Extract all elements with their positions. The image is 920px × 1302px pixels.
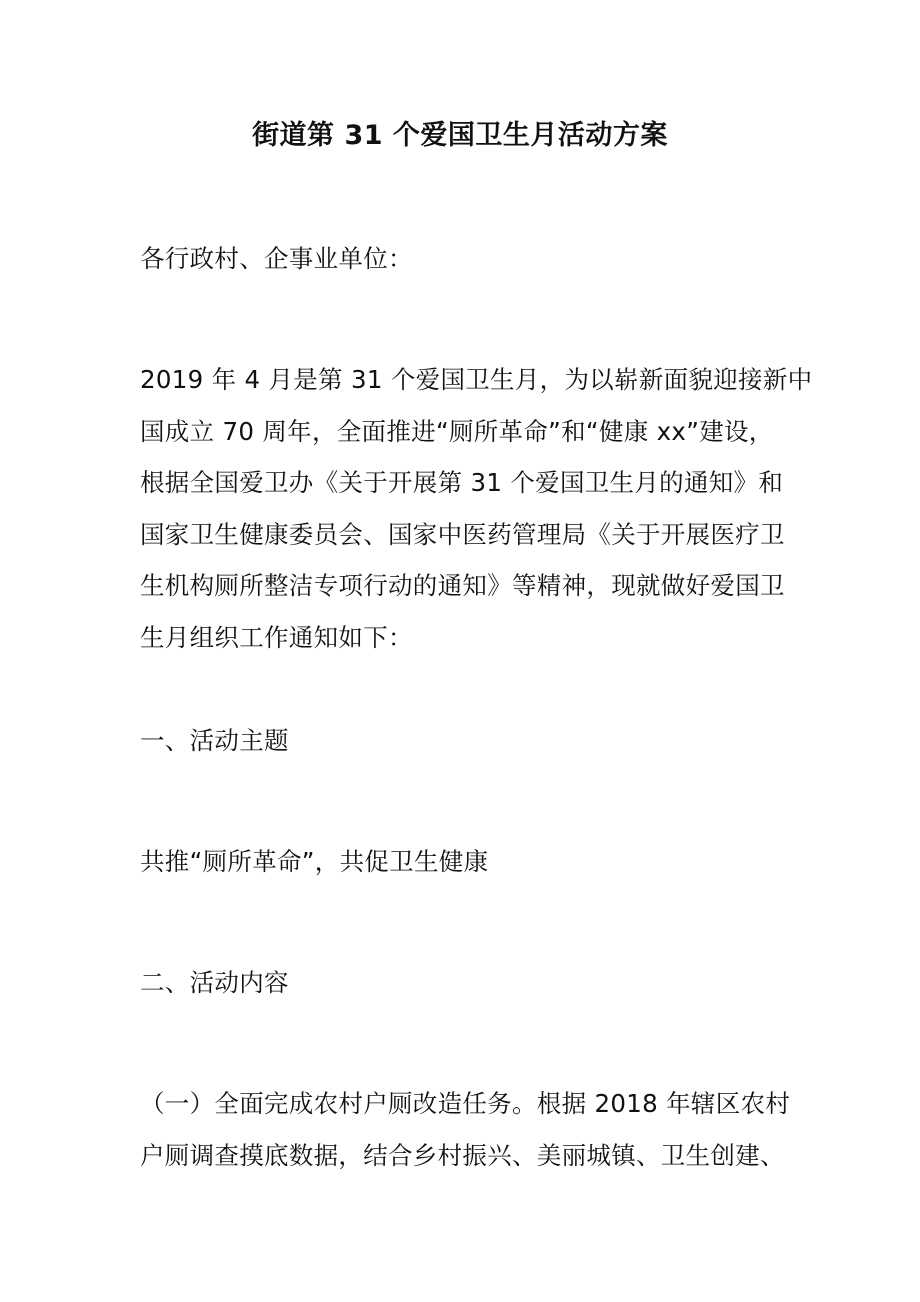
section-1-heading: 一、活动主题 xyxy=(140,726,289,755)
intro-paragraph xyxy=(140,354,813,663)
intro-line-6: 生月组织工作通知如下： xyxy=(140,622,413,652)
intro-line-1: 2019 年 4 月是第 31 个爱国卫生月，为以崭新面貌迎接新中 xyxy=(140,365,813,394)
intro-line-4: 国家卫生健康委员会、国家中医药管理局《关于开展医疗卫 xyxy=(140,519,785,549)
intro-line-5: 生机构厕所整洁专项行动的通知》等精神，现就做好爱国卫 xyxy=(140,571,785,600)
document-title: 街道第 31 个爱国卫生月活动方案 xyxy=(252,120,668,151)
section-2-line-1: （一）全面完成农村户厕改造任务。根据 2018 年辖区农村 xyxy=(140,1089,791,1118)
section-2-heading: 二、活动内容 xyxy=(140,968,289,997)
section-2-body xyxy=(140,1078,791,1181)
salutation: 各行政村、企事业单位： xyxy=(140,244,413,273)
intro-line-2: 国成立 70 周年，全面推进“厕所革命”和“健康 xx”建设， xyxy=(140,416,774,446)
section-1-body: 共推“厕所革命”，共促卫生健康 xyxy=(140,847,489,876)
intro-line-3: 根据全国爱卫办《关于开展第 31 个爱国卫生月的通知》和 xyxy=(140,468,784,497)
section-2-line-2: 户厕调查摸底数据，结合乡村振兴、美丽城镇、卫生创建、 xyxy=(140,1140,785,1170)
